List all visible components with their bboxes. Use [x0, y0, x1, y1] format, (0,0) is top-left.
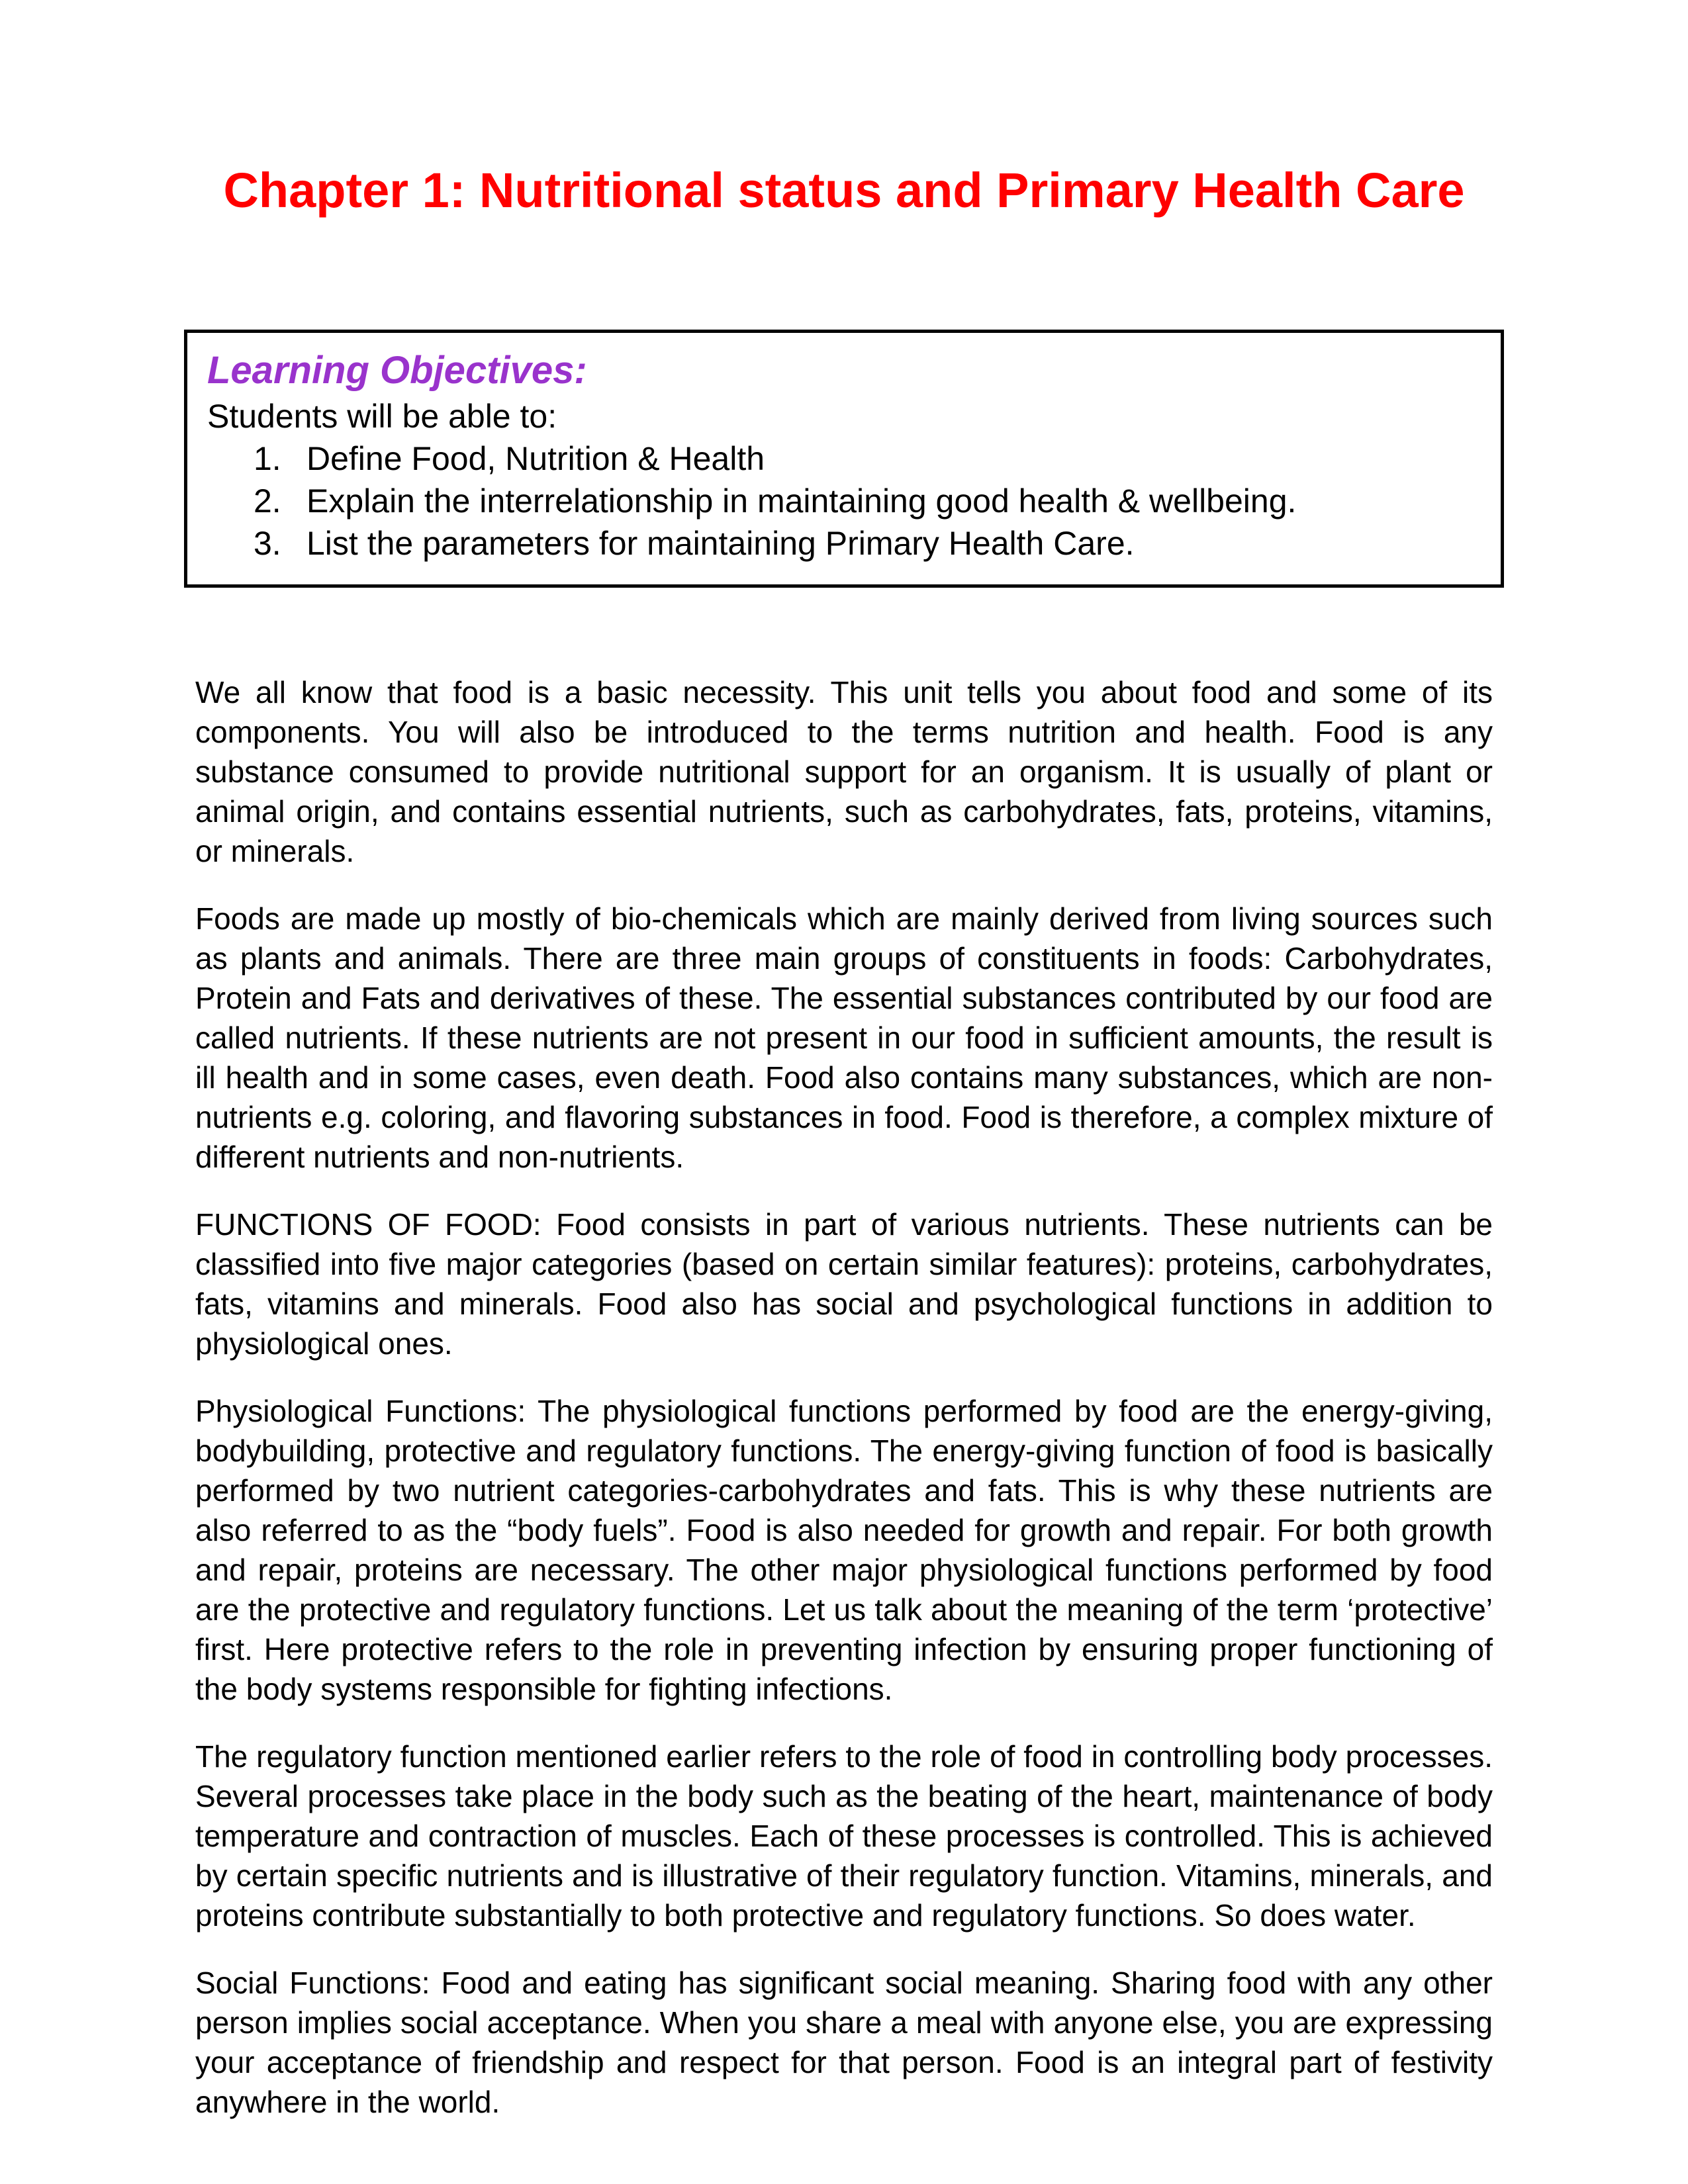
- objective-text: Define Food, Nutrition & Health: [306, 440, 765, 477]
- body-paragraph: The regulatory function mentioned earlier refers to the role of food in controlling body processes. Several processes take place in the body such as the beating of the heart, maintenance of body temperature and contraction of muscles. Each of these processes is controlled. This is achieved by certain specific nutrients and is illustrative of their regulatory function. Vitamins, minerals, and proteins contribute substantially to both protective and regulatory functions. So does water.: [195, 1739, 1493, 1933]
- body-paragraph: Social Functions: Food and eating has significant social meaning. Sharing food with any other person implies social acceptance. When you share a meal with anyone else, you are expressing your acceptance of friendship and respect for that person. Food is an integral part of festivity anywhere in the world.: [195, 1966, 1493, 2119]
- objectives-heading: Learning Objectives:: [207, 349, 587, 392]
- objective-item: [254, 522, 1481, 565]
- objectives-box: [184, 330, 1504, 588]
- page-title: Chapter 1: Nutritional status and Primary Health Care: [223, 163, 1465, 218]
- objective-item: [254, 437, 1481, 480]
- objectives-intro: Students will be able to:: [207, 398, 557, 435]
- objective-text: Explain the interrelationship in maintaining good health & wellbeing.: [306, 482, 1297, 520]
- body-copy: [195, 672, 1493, 2122]
- objective-number: 2.: [254, 482, 281, 520]
- objective-item: [254, 480, 1481, 522]
- objective-number: 3.: [254, 525, 281, 562]
- body-paragraph: FUNCTIONS OF FOOD: Food consists in part of various nutrients. These nutrients can be classified into five major categories (based on certain similar features): proteins, carbohydrates, fats, vitamins and minerals. Food also has social and psychological functions in addition to physiological ones.: [195, 1207, 1493, 1361]
- body-paragraph: We all know that food is a basic necessity. This unit tells you about food and some of its components. You will also be introduced to the terms nutrition and health. Food is any substance consumed to provide nutritional support for an organism. It is usually of plant or animal origin, and contains essential nutrients, such as carbohydrates, fats, proteins, vitamins, or minerals.: [195, 675, 1493, 868]
- objectives-list: [207, 437, 1481, 565]
- body-paragraph: Foods are made up mostly of bio-chemicals which are mainly derived from living sources such as plants and animals. There are three main groups of constituents in foods: Carbohydrates, Protein and Fats and derivatives of these. The essential substances contributed by our food are called nutrients. If these nutrients are not present in our food in sufficient amounts, the result is ill health and in some cases, even death. Food also contains many substances, which are non-nutrients e.g. coloring, and flavoring substances in food. Food is therefore, a complex mixture of different nutrients and non-nutrients.: [195, 901, 1493, 1174]
- objective-number: 1.: [254, 440, 281, 477]
- body-paragraph: Physiological Functions: The physiological functions performed by food are the energy-giving, bodybuilding, protective and regulatory functions. The energy-giving function of food is basically performed by two nutrient categories-carbohydrates and fats. This is why these nutrients are also referred to as the “body fuels”. Food is also needed for growth and repair. For both growth and repair, proteins are necessary. The other major physiological functions performed by food are the protective and regulatory functions. Let us talk about the meaning of the term ‘protective’ first. Here protective refers to the role in preventing infection by ensuring proper functioning of the body systems responsible for fighting infections.: [195, 1394, 1493, 1706]
- objective-text: List the parameters for maintaining Primary Health Care.: [306, 525, 1135, 562]
